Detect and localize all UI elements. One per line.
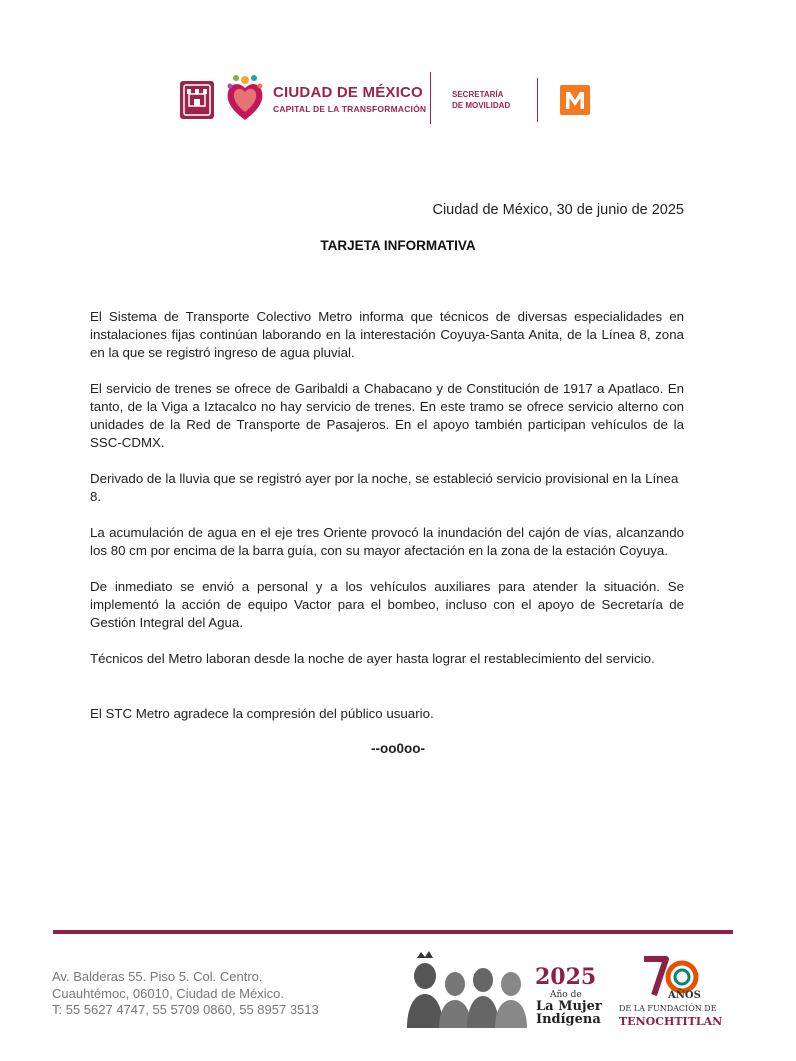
- city-subtitle: CAPITAL DE LA TRANSFORMACIÓN: [273, 104, 427, 114]
- indigenous-women-illustration: [403, 950, 531, 1028]
- year-mujer-label: La Mujer: [536, 999, 602, 1014]
- document-body: [90, 308, 684, 686]
- heart-emblem-icon: [224, 72, 266, 124]
- header-divider: [430, 72, 431, 124]
- letterhead: [0, 0, 796, 150]
- document-title: TARJETA INFORMATIVA: [320, 238, 476, 253]
- cdmx-shield-icon: [179, 80, 215, 120]
- year-indigena-label: Indígena: [536, 1012, 601, 1027]
- document-date: Ciudad de México, 30 de junio de 2025: [432, 202, 684, 218]
- year-badge: 2025: [535, 964, 597, 990]
- header-divider: [537, 78, 538, 122]
- body-paragraph: El Sistema de Transporte Colectivo Metro informa que técnicos de diversas especialidades en instalaciones fijas continúan laborando en la interestación Coyuya-Santa Anita, de la Línea 8, zona en la que se registró ingreso de agua pluvial.: [90, 309, 684, 360]
- thanks-line: El STC Metro agradece la compresión del público usuario.: [90, 706, 434, 721]
- anniversary-line: DE LA FUNDACIÓN DE: [619, 1004, 717, 1013]
- body-paragraph: De inmediato se envió a personal y a los vehículos auxiliares para atender la situación. Se implementó la acción de equipo Vactor para el bombeo, incluso con el apoyo de Secretaría de Gestión Integral del Agua.: [90, 579, 684, 630]
- year-of-label: Año de: [550, 990, 582, 1000]
- address-line: Cuauhtémoc, 06010, Ciudad de México.: [52, 985, 284, 1001]
- body-paragraph: La acumulación de agua en el eje tres Oriente provocó la inundación del cajón de vías, alcanzando los 80 cm por encima de la barra guía, con su mayor afectación en la zona de la estación Coyuya.: [90, 525, 684, 558]
- movilidad-label: DE MOVILIDAD: [452, 101, 511, 110]
- anniversary-anos-label: AÑOS: [668, 990, 701, 1001]
- closing-mark: --oo0oo-: [371, 741, 425, 756]
- city-title: CIUDAD DE MÉXICO: [273, 84, 423, 101]
- phone-line: T: 55 5627 4747, 55 5709 0860, 55 8957 3513: [52, 1002, 319, 1017]
- body-paragraph: El servicio de trenes se ofrece de Garibaldi a Chabacano y de Constitución de 1917 a Apatlaco. En tanto, de la Viga a Iztacalco no hay servicio de trenes. En este tramo se ofrece servicio alterno con unidades de la Red de Transporte de Pasajeros. En el apoyo también participan vehículos de la SSC-CDMX.: [90, 381, 684, 450]
- address-line: Av. Balderas 55. Piso 5. Col. Centro.: [52, 969, 263, 984]
- anniversary-line: TENOCHTITLAN: [619, 1015, 723, 1028]
- footer-divider: [53, 930, 733, 934]
- body-paragraph: Derivado de la lluvia que se registró ayer por la noche, se estableció servicio provisional en la Línea 8.: [90, 471, 679, 504]
- metro-logo-icon: [560, 85, 590, 115]
- secretaria-label: SECRETARÍA: [452, 90, 504, 99]
- footer-address: [52, 969, 319, 1019]
- body-paragraph: Técnicos del Metro laboran desde la noche de ayer hasta lograr el restablecimiento del servicio.: [90, 651, 655, 666]
